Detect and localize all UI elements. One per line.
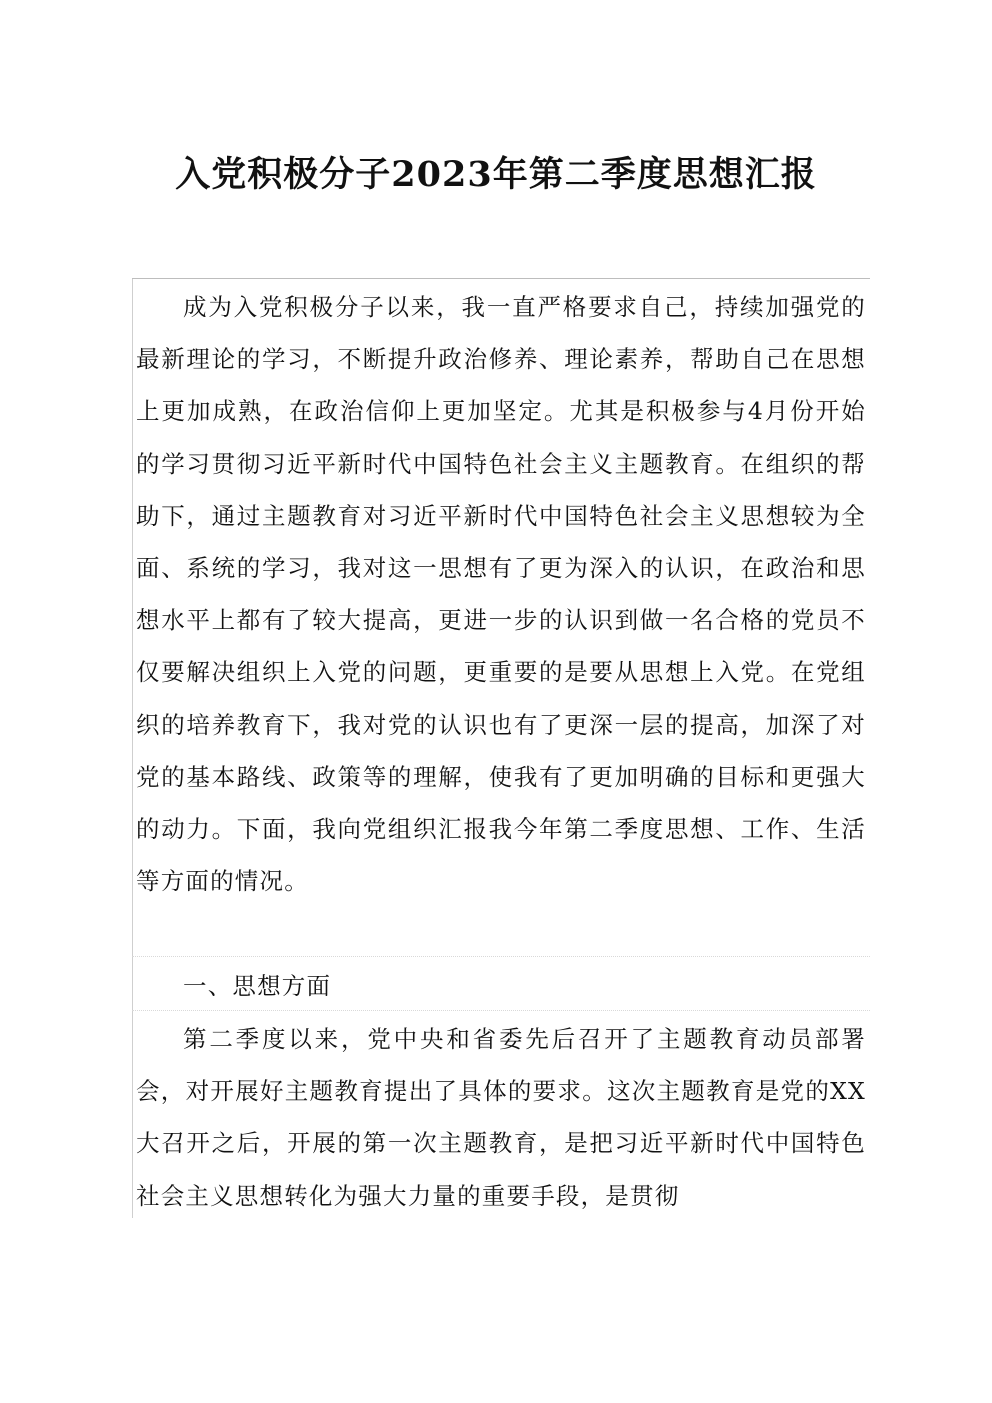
paragraph-divider bbox=[132, 956, 870, 957]
intro-paragraph: 成为入党积极分子以来，我一直严格要求自己，持续加强党的最新理论的学习，不断提升政治修养、理论素养，帮助自己在思想上更加成熟，在政治信仰上更加坚定。尤其是积极参与4月份开始的学习贯彻习近平新时代中国特色社会主义主题教育。在组织的帮助下，通过主题教育对习近平新时代中国特色社会主义思想较为全面、系统的学习，我对这一思想有了更为深入的认识，在政治和思想水平上都有了较大提高，更进一步的认识到做一名合格的党员不仅要解决组织上入党的问题，更重要的是要从思想上入党。在党组织的培养教育下，我对党的认识也有了更深一层的提高，加深了对党的基本路线、政策等的理解，使我有了更加明确的目标和更强大的动力。下面，我向党组织汇报我今年第二季度思想、工作、生活等方面的情况。 bbox=[136, 293, 866, 896]
section-heading: 一、思想方面 bbox=[183, 972, 332, 1000]
document-title: 入党积极分子2023年第二季度思想汇报 bbox=[175, 154, 817, 195]
heading-divider bbox=[132, 1010, 870, 1011]
frame-top-rule bbox=[132, 278, 870, 279]
section-paragraph: 第二季度以来，党中央和省委先后召开了主题教育动员部署会，对开展好主题教育提出了具体的要求。这次主题教育是党的XX大召开之后，开展的第一次主题教育，是把习近平新时代中国特色社会主义思想转化为强大力量的重要手段，是贯彻 bbox=[136, 1025, 866, 1210]
